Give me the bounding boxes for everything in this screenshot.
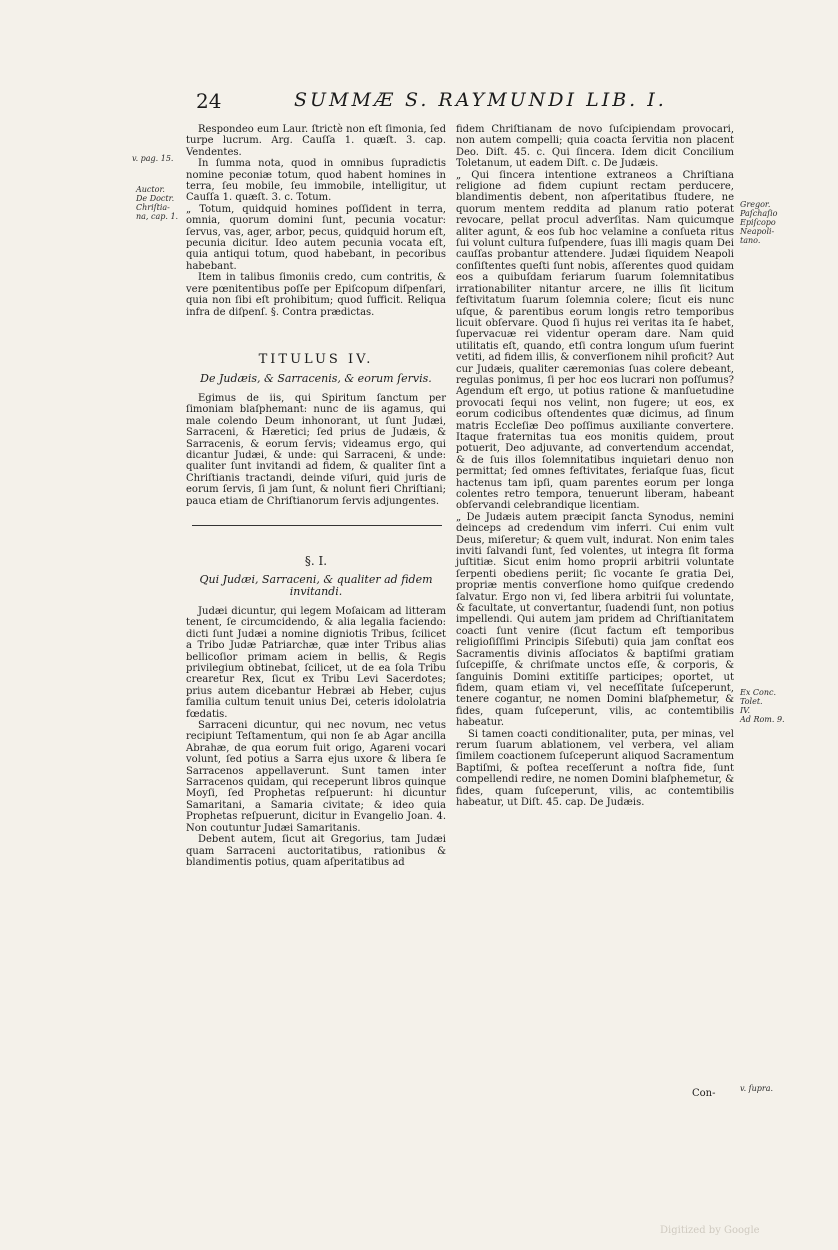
paragraph: fidem Chriſtianam de novo ſuſcipiendam provocari, non autem compelli; quia coacta ſervitia non placent Deo. Diſt. 45. c. Qui ſincera. Idem dicit Concilium Toletanum, ut eadem Diſt. c. De Judæis. [456, 124, 734, 170]
margin-note-line: Paſchaſio [740, 209, 778, 218]
paragraph: Sarraceni dicuntur, qui nec novum, nec vetus recipiunt Teſtamentum, qui non ſe ab Agar ancilla Abrahæ, de qua eorum fuit origo, Agareni vocari volunt, ſed potius a Sarra ejus uxore & libera ſe Sarracenos appellaverunt. Sunt tamen inter Sarracenos quidam, qui receperunt libros quinque Moyſi, ſed Prophetas reſpuerunt: hi dicuntur Samaritani, a Samaria civitate; & ideo quia Prophetas reſpuerunt, dicitur in Evangelio Joan. 4. Non coutuntur Judæi Samaritanis. [186, 720, 446, 834]
paragraph: Item in talibus ſimoniis credo, cum contritis, & vere pœnitentibus poſſe per Epiſcopum diſpenſari, quia non ſibi eſt prohibitum; quod ſufficit. Reliqua infra de diſpenſ. §. Contra prædictas. [186, 272, 446, 318]
running-title: SUMMÆ S. RAYMUNDI LIB. I. [294, 89, 667, 111]
left-column [186, 124, 446, 868]
section-subheading: Qui Judæi, Sarraceni, & qualiter ad fidem invitandi. [199, 572, 433, 598]
margin-note-gregor [740, 200, 800, 245]
margin-note-vsupra: v. ſupra. [740, 1084, 774, 1093]
margin-note-line: tano. [740, 236, 761, 245]
margin-note-line: Ex Conc. [740, 688, 777, 697]
paragraph: Debent autem, ſicut ait Gregorius, tam Judæi quam Sarraceni auctoritatibus, rationibus & blandimentis potius, quam aſperitatibus ad [186, 834, 446, 868]
margin-note-auctor [136, 185, 184, 221]
paragraph: In ſumma nota, quod in omnibus ſupradictis nomine peconiæ totum, quod habent homines in terra, ſeu mobile, ſeu immobile, intelligitur, ut Cauſſa 1. quæſt. 3. c. Totum. [186, 158, 446, 204]
catchword: Con- [692, 1088, 716, 1099]
margin-note-line: Gregor. [740, 200, 771, 209]
quotation: „ Qui ſincera intentione extraneos a Chriſtiana religione ad fidem cupiunt rectam perducere, blandimentis debent, non aſperitatibus ſtudere, ne quorum mentem reddita ad planum ratio poterat revocare, pellat procul adverſitas. Nam quicumque aliter agunt, & eos ſub hoc velamine a conſueta ritus ſui volunt cultura ſuſpendere, ſuas illi magis quam Dei cauſſas probantur attendere. Judæi ſiquidem Neapoli conſiſtentes queſti ſunt nobis, aſſerentes quod quidam eos a quibuſdam feriarum ſuarum ſolemnitatibus irrationabiliter nitantur arcere, ne illis ſit licitum feſtivitatum ſuarum ſolemnia colere; ſicut eis nunc uſque, & parentibus eorum longis retro temporibus licuit obſervare. Quod ſi hujus rei veritas ita ſe habet, ſupervacuæ rei videntur operam dare. Nam quid utilitatis eſt, quando, etſi contra longum uſum fuerint vetiti, ad fidem illis, & converſionem nihil proficit? Aut cur Judæis, qualiter cæremonias ſuas colere debeant, regulas ponimus, ſi per hoc eos lucrari non poſſumus? Agendum eſt ergo, ut potius ratione & manſuetudine provocati ſequi nos velint, non fugere; ut eos, ex eorum codicibus oſtendentes quæ dicimus, ad ſinum matris Eccleſiæ Deo poſſimus auxiliante convertere. Itaque fraternitas tua eos monitis quidem, prout potuerit, Deo adjuvante, ad convertendum accendat, & de ſuis illos ſolemnitatibus inquietari denuo non permittat; ſed omnes feſtivitates, feriaſque ſuas, ſicut hactenus tam ipſi, quam parentes eorum per longa colentes retro tempora, tenuerunt liberam, habeant obſervandi celebrandique licentiam. [456, 169, 734, 512]
margin-note-line: Neapoli- [740, 227, 775, 236]
section-heading: §. I. [304, 553, 328, 568]
quotation: „ De Judæis autem præcipit ſancta Synodus, nemini deinceps ad credendum vim inferri. Cui enim vult Deus, miſeretur; & quem vult, indurat. Non enim tales inviti ſalvandi ſunt, ſed volentes, ut integra ſit forma juſtitiæ. Sicut enim homo proprii arbitrii voluntate ſerpenti obediens periit; ſic vocante ſe gratia Dei, propriæ mentis converſione homo quiſque credendo ſalvatur. Ergo non vi, ſed libera arbitrii ſui voluntate, & facultate, ut convertantur, ſuadendi ſunt, non potius impellendi. Qui autem jam pridem ad Chriſtianitatem coacti ſunt venire (ſicut factum eſt temporibus religioſiſſimi Principis Siſebuti) quia jam conſtat eos Sacramentis divinis aſſociatos & baptiſmi gratiam ſuſcepiſſe, & chriſmate unctos eſſe, & corporis, & ſanguinis Domini extitiſſe participes; oportet, ut fidem, quam etiam vi, vel neceſſitate ſuſceperunt, tenere cogantur, ne nomen Domini blaſphemetur, & fides, quam ſuſceperunt, vilis, ac contemtibilis habeatur. [456, 511, 734, 729]
margin-note-conc-tolet [740, 688, 800, 724]
margin-note-line: Auctor. [136, 185, 165, 194]
page-number: 24 [196, 89, 222, 113]
paragraph: Egimus de iis, qui Spiritum ſanctum per ſimoniam blaſphemant: nunc de iis agamus, qui male colendo Deum inhonorant, ut ſunt Judæi, Sarraceni, & Hæretici; ſed prius de Judæis, & Sarracenis, & eorum ſervis; videamus ergo, qui dicantur Judæi, & unde: qui Sarraceni, & unde: qualiter ſunt invitandi ad fidem, & qualiter ſint a Chriſtianis tractandi, deinde viſuri, quid juris de eorum ſervis, ſi jam ſunt, & nolunt fieri Chriſtiani; pauca etiam de Chriſtianorum ſervis adjungentes. [186, 392, 446, 507]
paragraph: Respondeo eum Laur. ſtrictè non eſt ſimonia, ſed turpe lucrum. Arg. Cauſſa 1. quæſt. 3. cap. Vendentes. [186, 124, 446, 158]
margin-note-line: na, cap. 1. [136, 212, 179, 221]
quotation: „ Totum, quidquid homines poſſident in terra, omnia, quorum domini ſunt, pecunia vocatur: ſervus, vas, ager, arbor, pecus, quidquid horum eſt, pecunia dicitur. Ideo autem pecunia vocata eſt, quia antiqui totum, quod habebant, in pecoribus habebant. [186, 203, 446, 272]
margin-note-line: IV. [740, 706, 751, 715]
margin-note-line: Tolet. [740, 697, 763, 706]
section-divider [192, 525, 442, 526]
margin-note-line: Ad Rom. 9. [740, 715, 785, 724]
titulus-heading: TITULUS IV. [258, 351, 374, 367]
titulus-subheading: De Judæis, & Sarracenis, & eorum ſervis. [200, 371, 432, 385]
margin-note-line: Epiſcopo [740, 218, 776, 227]
right-column [456, 124, 734, 808]
paragraph: Si tamen coacti conditionaliter, puta, per minas, vel rerum ſuarum ablationem, vel verbera, vel aliam ſimilem coactionem ſuſceperunt aliquod Sacramentum Baptiſmi, & poſtea receſſerunt a noſtra fide, ſunt compellendi redire, ne nomen Domini blaſphemetur, & fides, quam ſuſceperunt, vilis, ac contemtibilis habeatur, ut Diſt. 45. cap. De Judæis. [456, 728, 734, 808]
margin-note-line: Chriſtia- [136, 203, 170, 212]
margin-note-vpag: v. pag. 15. [132, 154, 174, 163]
margin-note-line: De Doctr. [136, 194, 175, 203]
scan-watermark: Digitized by Google [660, 1225, 760, 1236]
page-header [0, 89, 838, 119]
paragraph: Judæi dicuntur, qui legem Moſaicam ad litteram tenent, ſe circumcidendo, & alia legalia faciendo: dicti ſunt Judæi a nomine digniotis Tribus, ſcilicet a Tribo Judæ Patriarchæ, quæ inter Tribus alias bellicoſior primam aciem in bellis, & Regis privilegium obtinebat, ſcilicet, ut de ea ſola Tribu crearetur Rex, ſicut ex Tribu Levi Sacerdotes; prius autem dicebantur Hebræi ab Heber, cujus familia cultum tenuit unius Dei, ceteris idololatria fœdatis. [186, 605, 446, 720]
